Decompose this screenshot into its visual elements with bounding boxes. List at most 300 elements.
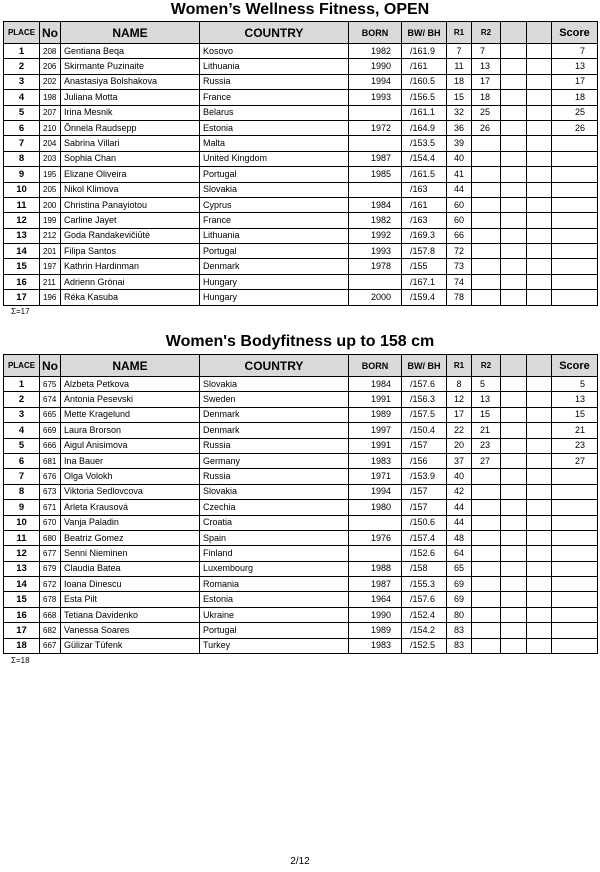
table-row xyxy=(4,530,598,545)
cell-country: France xyxy=(200,213,349,228)
table-row xyxy=(4,377,598,392)
cell-blank xyxy=(501,244,527,259)
cell-no: 199 xyxy=(40,213,61,228)
cell-r2: 13 xyxy=(472,392,501,407)
cell-country: Croatia xyxy=(200,515,349,530)
cell-blank xyxy=(501,530,527,545)
results-table xyxy=(3,21,598,306)
cell-blank xyxy=(501,592,527,607)
cell-place: 7 xyxy=(4,469,40,484)
cell-bw: /156.3 xyxy=(402,392,447,407)
cell-country: Slovakia xyxy=(200,484,349,499)
cell-name: Viktoria Sedlovcova xyxy=(61,484,200,499)
cell-country: Russia xyxy=(200,438,349,453)
cell-score xyxy=(552,244,598,259)
cell-born: 1972 xyxy=(349,120,402,135)
cell-no: 669 xyxy=(40,423,61,438)
cell-blank xyxy=(501,197,527,212)
cell-no: 672 xyxy=(40,577,61,592)
table-row xyxy=(4,638,598,653)
cell-blank xyxy=(501,577,527,592)
cell-bw: /156.5 xyxy=(402,90,447,105)
cell-country: Portugal xyxy=(200,623,349,638)
cell-country: Portugal xyxy=(200,244,349,259)
cell-born: 1983 xyxy=(349,453,402,468)
table-row xyxy=(4,213,598,228)
cell-r1: 37 xyxy=(447,453,472,468)
cell-name: Claudia Batea xyxy=(61,561,200,576)
cell-name: Adrienn Grónai xyxy=(61,274,200,289)
table-row xyxy=(4,74,598,89)
cell-bw: /167.1 xyxy=(402,274,447,289)
table-row xyxy=(4,290,598,305)
cell-score: 15 xyxy=(552,407,598,422)
cell-blank xyxy=(501,228,527,243)
cell-score xyxy=(552,167,598,182)
cell-name: Carline Jayet xyxy=(61,213,200,228)
cell-blank xyxy=(501,290,527,305)
cell-bw: /157 xyxy=(402,438,447,453)
cell-born: 1987 xyxy=(349,577,402,592)
cell-r2 xyxy=(472,290,501,305)
cell-bw: /155.3 xyxy=(402,577,447,592)
cell-no: 681 xyxy=(40,453,61,468)
cell-blank xyxy=(527,407,552,422)
cell-blank xyxy=(501,274,527,289)
table-row xyxy=(4,438,598,453)
cell-r2 xyxy=(472,136,501,151)
cell-blank xyxy=(527,182,552,197)
cell-blank xyxy=(501,515,527,530)
cell-place: 14 xyxy=(4,577,40,592)
cell-r1: 18 xyxy=(447,74,472,89)
cell-no: 196 xyxy=(40,290,61,305)
cell-score xyxy=(552,546,598,561)
cell-born: 2000 xyxy=(349,290,402,305)
cell-born: 1991 xyxy=(349,392,402,407)
cell-place: 11 xyxy=(4,530,40,545)
cell-score xyxy=(552,290,598,305)
cell-score xyxy=(552,136,598,151)
cell-place: 6 xyxy=(4,120,40,135)
cell-blank xyxy=(527,290,552,305)
table-row xyxy=(4,120,598,135)
cell-r2 xyxy=(472,500,501,515)
cell-score xyxy=(552,151,598,166)
cell-born xyxy=(349,105,402,120)
table-row xyxy=(4,182,598,197)
cell-blank xyxy=(501,167,527,182)
cell-r1: 40 xyxy=(447,469,472,484)
cell-country: Portugal xyxy=(200,167,349,182)
cell-r1: 41 xyxy=(447,167,472,182)
cell-no: 668 xyxy=(40,607,61,622)
cell-no: 201 xyxy=(40,244,61,259)
cell-name: Sabrina Villari xyxy=(61,136,200,151)
cell-bw: /154.4 xyxy=(402,151,447,166)
cell-no: 203 xyxy=(40,151,61,166)
cell-r1: 36 xyxy=(447,120,472,135)
cell-country: Luxembourg xyxy=(200,561,349,576)
cell-born: 1964 xyxy=(349,592,402,607)
cell-name: Skirmante Puzinaite xyxy=(61,59,200,74)
cell-country: Finland xyxy=(200,546,349,561)
cell-name: Gentiana Beqa xyxy=(61,44,200,59)
cell-bw: /152.4 xyxy=(402,607,447,622)
table-row xyxy=(4,577,598,592)
cell-born xyxy=(349,515,402,530)
cell-born xyxy=(349,182,402,197)
cell-no: 676 xyxy=(40,469,61,484)
cell-r1: 32 xyxy=(447,105,472,120)
cell-place: 14 xyxy=(4,244,40,259)
table-row xyxy=(4,484,598,499)
cell-place: 7 xyxy=(4,136,40,151)
cell-place: 17 xyxy=(4,623,40,638)
cell-bw: /163 xyxy=(402,213,447,228)
cell-blank xyxy=(527,423,552,438)
cell-blank xyxy=(501,469,527,484)
cell-born: 1989 xyxy=(349,623,402,638)
cell-r2 xyxy=(472,182,501,197)
cell-place: 11 xyxy=(4,197,40,212)
cell-born: 1989 xyxy=(349,407,402,422)
cell-r2: 26 xyxy=(472,120,501,135)
cell-no: 680 xyxy=(40,530,61,545)
table-row xyxy=(4,515,598,530)
cell-score xyxy=(552,197,598,212)
cell-place: 3 xyxy=(4,74,40,89)
cell-r2 xyxy=(472,228,501,243)
cell-no: 677 xyxy=(40,546,61,561)
cell-blank xyxy=(527,623,552,638)
cell-r2 xyxy=(472,530,501,545)
cell-no: 212 xyxy=(40,228,61,243)
cell-name: Mette Kragelund xyxy=(61,407,200,422)
cell-place: 4 xyxy=(4,423,40,438)
cell-no: 210 xyxy=(40,120,61,135)
cell-country: Lithuania xyxy=(200,228,349,243)
cell-r1: 69 xyxy=(447,577,472,592)
table-row xyxy=(4,274,598,289)
cell-r1: 64 xyxy=(447,546,472,561)
cell-r1: 39 xyxy=(447,136,472,151)
cell-bw: /157.6 xyxy=(402,377,447,392)
cell-bw: /157.5 xyxy=(402,407,447,422)
cell-country: Cyprus xyxy=(200,197,349,212)
cell-place: 8 xyxy=(4,151,40,166)
cell-country: Russia xyxy=(200,74,349,89)
cell-place: 10 xyxy=(4,182,40,197)
cell-blank xyxy=(501,90,527,105)
cell-born: 1994 xyxy=(349,484,402,499)
cell-country: United Kingdom xyxy=(200,151,349,166)
cell-name: Ina Bauer xyxy=(61,453,200,468)
cell-blank xyxy=(527,377,552,392)
cell-no: 198 xyxy=(40,90,61,105)
cell-name: Beatriz Gomez xyxy=(61,530,200,545)
header-score: Score xyxy=(552,22,598,44)
cell-blank xyxy=(501,182,527,197)
cell-born: 1993 xyxy=(349,90,402,105)
cell-r2: 21 xyxy=(472,423,501,438)
cell-no: 673 xyxy=(40,484,61,499)
section-title: Women’s Wellness Fitness, OPEN xyxy=(170,1,430,18)
cell-born: 1991 xyxy=(349,438,402,453)
cell-country: Spain xyxy=(200,530,349,545)
cell-born: 1994 xyxy=(349,74,402,89)
cell-place: 6 xyxy=(4,453,40,468)
cell-born: 1978 xyxy=(349,259,402,274)
cell-place: 8 xyxy=(4,484,40,499)
cell-blank xyxy=(527,244,552,259)
cell-r1: 83 xyxy=(447,638,472,653)
cell-r1: 74 xyxy=(447,274,472,289)
cell-r1: 48 xyxy=(447,530,472,545)
header-bw: BW/ BH xyxy=(402,22,447,44)
cell-born xyxy=(349,274,402,289)
header-blank xyxy=(527,22,552,44)
cell-no: 678 xyxy=(40,592,61,607)
cell-country: Denmark xyxy=(200,423,349,438)
cell-score: 21 xyxy=(552,423,598,438)
cell-blank xyxy=(501,105,527,120)
cell-name: Ioana Dinescu xyxy=(61,577,200,592)
cell-blank xyxy=(527,120,552,135)
cell-r1: 60 xyxy=(447,197,472,212)
cell-score: 23 xyxy=(552,438,598,453)
table-row xyxy=(4,561,598,576)
cell-bw: /169.3 xyxy=(402,228,447,243)
cell-r1: 15 xyxy=(447,90,472,105)
cell-blank xyxy=(501,392,527,407)
cell-born: 1980 xyxy=(349,500,402,515)
header-r2: R2 xyxy=(472,355,501,377)
table-row xyxy=(4,105,598,120)
cell-no: 202 xyxy=(40,74,61,89)
cell-score xyxy=(552,182,598,197)
cell-born: 1984 xyxy=(349,197,402,212)
header-name: NAME xyxy=(61,355,200,377)
cell-bw: /164.9 xyxy=(402,120,447,135)
cell-place: 9 xyxy=(4,167,40,182)
cell-r1: 40 xyxy=(447,151,472,166)
header-row xyxy=(4,22,598,44)
cell-score xyxy=(552,469,598,484)
cell-r2 xyxy=(472,197,501,212)
cell-country: Romania xyxy=(200,577,349,592)
cell-bw: /161.1 xyxy=(402,105,447,120)
cell-blank xyxy=(527,213,552,228)
cell-r2 xyxy=(472,546,501,561)
cell-born: 1992 xyxy=(349,228,402,243)
cell-no: 667 xyxy=(40,638,61,653)
cell-bw: /157 xyxy=(402,500,447,515)
cell-r1: 12 xyxy=(447,392,472,407)
cell-no: 670 xyxy=(40,515,61,530)
cell-r2: 23 xyxy=(472,438,501,453)
table-row xyxy=(4,592,598,607)
cell-place: 16 xyxy=(4,274,40,289)
header-born: BORN xyxy=(349,355,402,377)
cell-bw: /157.8 xyxy=(402,244,447,259)
page-number: 2/12 xyxy=(290,856,310,867)
cell-r2 xyxy=(472,469,501,484)
table-row xyxy=(4,90,598,105)
cell-country: Denmark xyxy=(200,259,349,274)
cell-r1: 60 xyxy=(447,213,472,228)
cell-place: 15 xyxy=(4,592,40,607)
cell-r1: 73 xyxy=(447,259,472,274)
section-title: Women's Bodyfitness up to 158 cm xyxy=(165,333,435,350)
cell-name: Õnnela Raudsepp xyxy=(61,120,200,135)
table-row xyxy=(4,197,598,212)
cell-score xyxy=(552,274,598,289)
cell-born xyxy=(349,136,402,151)
cell-name: Vanessa Soares xyxy=(61,623,200,638)
cell-bw: /161 xyxy=(402,59,447,74)
cell-r2 xyxy=(472,561,501,576)
cell-blank xyxy=(501,453,527,468)
cell-bw: /155 xyxy=(402,259,447,274)
cell-blank xyxy=(501,259,527,274)
cell-r1: 22 xyxy=(447,423,472,438)
cell-country: Hungary xyxy=(200,274,349,289)
cell-name: Goda Randakevičiūtė xyxy=(61,228,200,243)
cell-blank xyxy=(527,59,552,74)
cell-score xyxy=(552,561,598,576)
cell-blank xyxy=(501,484,527,499)
cell-place: 2 xyxy=(4,59,40,74)
header-place: PLACE xyxy=(4,355,40,377)
cell-country: Hungary xyxy=(200,290,349,305)
header-name: NAME xyxy=(61,22,200,44)
cell-name: Réka Kasuba xyxy=(61,290,200,305)
athlete-count: Σ=17 xyxy=(11,307,30,316)
table-row xyxy=(4,546,598,561)
table-row xyxy=(4,469,598,484)
cell-name: Anastasiya Bolshakova xyxy=(61,74,200,89)
cell-r1: 11 xyxy=(447,59,472,74)
cell-score xyxy=(552,530,598,545)
cell-born: 1990 xyxy=(349,607,402,622)
cell-bw: /161.5 xyxy=(402,167,447,182)
cell-bw: /161 xyxy=(402,197,447,212)
header-r1: R1 xyxy=(447,355,472,377)
cell-blank xyxy=(527,136,552,151)
cell-country: Kosovo xyxy=(200,44,349,59)
cell-score: 27 xyxy=(552,453,598,468)
cell-blank xyxy=(501,136,527,151)
cell-score: 18 xyxy=(552,90,598,105)
cell-blank xyxy=(501,546,527,561)
cell-blank xyxy=(501,423,527,438)
cell-blank xyxy=(501,213,527,228)
table-row xyxy=(4,423,598,438)
header-blank xyxy=(527,355,552,377)
cell-blank xyxy=(527,453,552,468)
table-row xyxy=(4,167,598,182)
cell-place: 13 xyxy=(4,561,40,576)
cell-r2 xyxy=(472,244,501,259)
header-blank xyxy=(501,355,527,377)
cell-bw: /152.5 xyxy=(402,638,447,653)
cell-born: 1987 xyxy=(349,151,402,166)
cell-place: 1 xyxy=(4,44,40,59)
cell-country: Estonia xyxy=(200,592,349,607)
cell-r2: 18 xyxy=(472,90,501,105)
cell-name: Gülizar Tüfenk xyxy=(61,638,200,653)
header-country: COUNTRY xyxy=(200,22,349,44)
cell-blank xyxy=(527,151,552,166)
table-row xyxy=(4,453,598,468)
cell-r2: 27 xyxy=(472,453,501,468)
header-bw: BW/ BH xyxy=(402,355,447,377)
cell-no: 671 xyxy=(40,500,61,515)
cell-score xyxy=(552,577,598,592)
cell-blank xyxy=(527,392,552,407)
cell-r2: 13 xyxy=(472,59,501,74)
cell-country: Estonia xyxy=(200,120,349,135)
cell-bw: /153.5 xyxy=(402,136,447,151)
cell-no: 208 xyxy=(40,44,61,59)
cell-score: 13 xyxy=(552,59,598,74)
cell-no: 205 xyxy=(40,182,61,197)
cell-blank xyxy=(501,151,527,166)
cell-score xyxy=(552,638,598,653)
cell-r2: 7 xyxy=(472,44,501,59)
cell-name: Kathrin Hardinman xyxy=(61,259,200,274)
cell-blank xyxy=(527,228,552,243)
cell-score: 25 xyxy=(552,105,598,120)
cell-bw: /154.2 xyxy=(402,623,447,638)
cell-born: 1985 xyxy=(349,167,402,182)
cell-born: 1971 xyxy=(349,469,402,484)
cell-score xyxy=(552,592,598,607)
cell-r1: 42 xyxy=(447,484,472,499)
cell-bw: /156 xyxy=(402,453,447,468)
cell-score: 26 xyxy=(552,120,598,135)
cell-no: 204 xyxy=(40,136,61,151)
cell-no: 206 xyxy=(40,59,61,74)
cell-r2 xyxy=(472,213,501,228)
cell-bw: /158 xyxy=(402,561,447,576)
cell-blank xyxy=(527,259,552,274)
cell-blank xyxy=(527,167,552,182)
cell-blank xyxy=(527,561,552,576)
cell-blank xyxy=(501,120,527,135)
cell-place: 12 xyxy=(4,213,40,228)
cell-name: Elizane Oliveira xyxy=(61,167,200,182)
cell-place: 15 xyxy=(4,259,40,274)
cell-place: 3 xyxy=(4,407,40,422)
cell-no: 675 xyxy=(40,377,61,392)
cell-blank xyxy=(527,197,552,212)
cell-country: France xyxy=(200,90,349,105)
cell-blank xyxy=(527,577,552,592)
header-r1: R1 xyxy=(447,22,472,44)
cell-no: 682 xyxy=(40,623,61,638)
cell-r2 xyxy=(472,515,501,530)
cell-no: 674 xyxy=(40,392,61,407)
cell-score: 7 xyxy=(552,44,598,59)
cell-r1: 17 xyxy=(447,407,472,422)
cell-r2 xyxy=(472,577,501,592)
cell-place: 12 xyxy=(4,546,40,561)
cell-r1: 80 xyxy=(447,607,472,622)
cell-name: Sophia Chan xyxy=(61,151,200,166)
header-place: PLACE xyxy=(4,22,40,44)
